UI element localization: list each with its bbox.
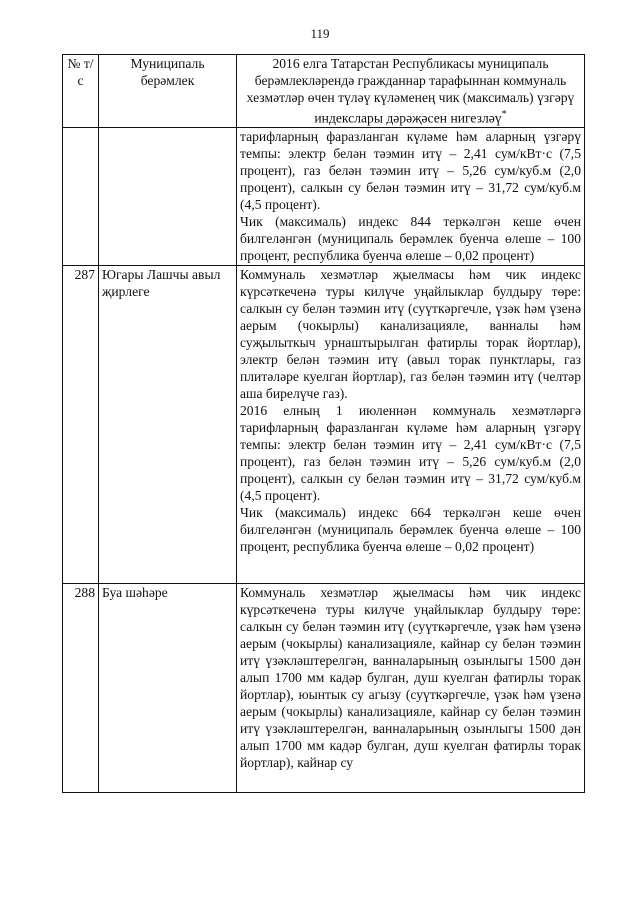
row-municipality: Буа шәһәре xyxy=(99,583,237,792)
paragraph: Коммуналь хезмәтләр җыелмасы һәм чик индекс күрсәткеченә туры килүче уңайлыклар булдыру төре: салкын су белән тәэмин итү (суүткәргечле, үзәк һәм үзенә аерым (чокырлы) канализацияле, ванналы һәм суҗылыткыч урнаштырылган фатирлы торак йортлар), электр белән тәэмин итү (авыл торак пунктлары, газ плитәләре куелган йортлар), газ белән тәэмин итү (челтәр аша бирелүче газ). xyxy=(240,266,581,401)
row-justification xyxy=(237,265,585,583)
table-row xyxy=(63,265,585,583)
row-municipality: Югары Лашчы авыл җирлеге xyxy=(99,265,237,583)
paragraph: тарифларның фаразланган күләме һәм аларның үзгәрү темпы: электр белән тәэмин итү – 2,41 сум/кВт·с (7,5 процент), газ белән тәэмин итү – 5,26 сум/куб.м (2,0 процент), салкын су белән тәэмин итү – 31,72 сум/куб.м (4,5 процент). xyxy=(240,128,581,212)
header-justification xyxy=(237,55,585,128)
header-number: № т/с xyxy=(63,55,99,128)
header-footnote-mark: * xyxy=(501,109,507,120)
table-header-row xyxy=(63,55,585,128)
row-municipality xyxy=(99,127,237,265)
paragraph: 2016 елның 1 июленнән коммуналь хезмәтләргә тарифларның фаразланган күләме һәм аларның үзгәрү темпы: электр белән тәэмин итү – 2,41 сум/кВт·с (7,5 процент), газ белән тәэмин итү – 5,26 сум/куб.м (2,0 процент), салкын су белән тәэмин итү – 31,72 сум/куб.м (4,5 процент). xyxy=(240,402,581,503)
paragraph: Чик (максималь) индекс 664 теркәлгән кеше өчен билгеләнгән (муниципаль берәмлек буенча өлеше – 100 процент, республика буенча өлеше – 0,02 процент) xyxy=(240,504,581,554)
paragraph: Чик (максималь) индекс 844 теркәлгән кеше өчен билгеләнгән (муниципаль берәмлек буенча өлеше – 100 процент, республика буенча өлеше – 0,02 процент) xyxy=(240,213,581,263)
row-number: 288 xyxy=(63,583,99,792)
header-justification-text: 2016 елга Татарстан Республикасы муниципаль берәмлекләрендә гражданнар тарафыннан коммуналь хезмәтләр өчен түләү күләменең чик (максималь) үзгәрү индекслары дәрәҗәсен нигезләү xyxy=(246,56,575,126)
paragraph: Коммуналь хезмәтләр җыелмасы һәм чик индекс күрсәткеченә туры килүче уңайлыклар булдыру төре: салкын су белән тәэмин итү (суүткәргечле, үзәк һәм үзенә аерым (чокырлы) канализацияле, кайнар су белән тәэмин итү үзәкләштерелгән, ванналарының озынлыгы 1500 дән алып 1700 мм кадәр булган, душ куелган фатирлы торак йортлар), юынтык су агызу (суүткәргечле, үзәк һәм үзенә аерым (чокырлы) канализацияле, кайнар су белән тәэмин итү үзәкләштерелгән, ванналарының озынлыгы 1500 дән алып 1700 мм кадәр булган, душ куелган фатирлы торак йортлар), кайнар су xyxy=(240,584,581,770)
header-municipality: Муниципаль берәмлек xyxy=(99,55,237,128)
document-table xyxy=(62,54,585,793)
table-row xyxy=(63,127,585,265)
table-row xyxy=(63,583,585,792)
row-justification xyxy=(237,127,585,265)
row-number: 287 xyxy=(63,265,99,583)
row-number xyxy=(63,127,99,265)
page-number: 119 xyxy=(310,26,330,41)
row-justification xyxy=(237,583,585,792)
